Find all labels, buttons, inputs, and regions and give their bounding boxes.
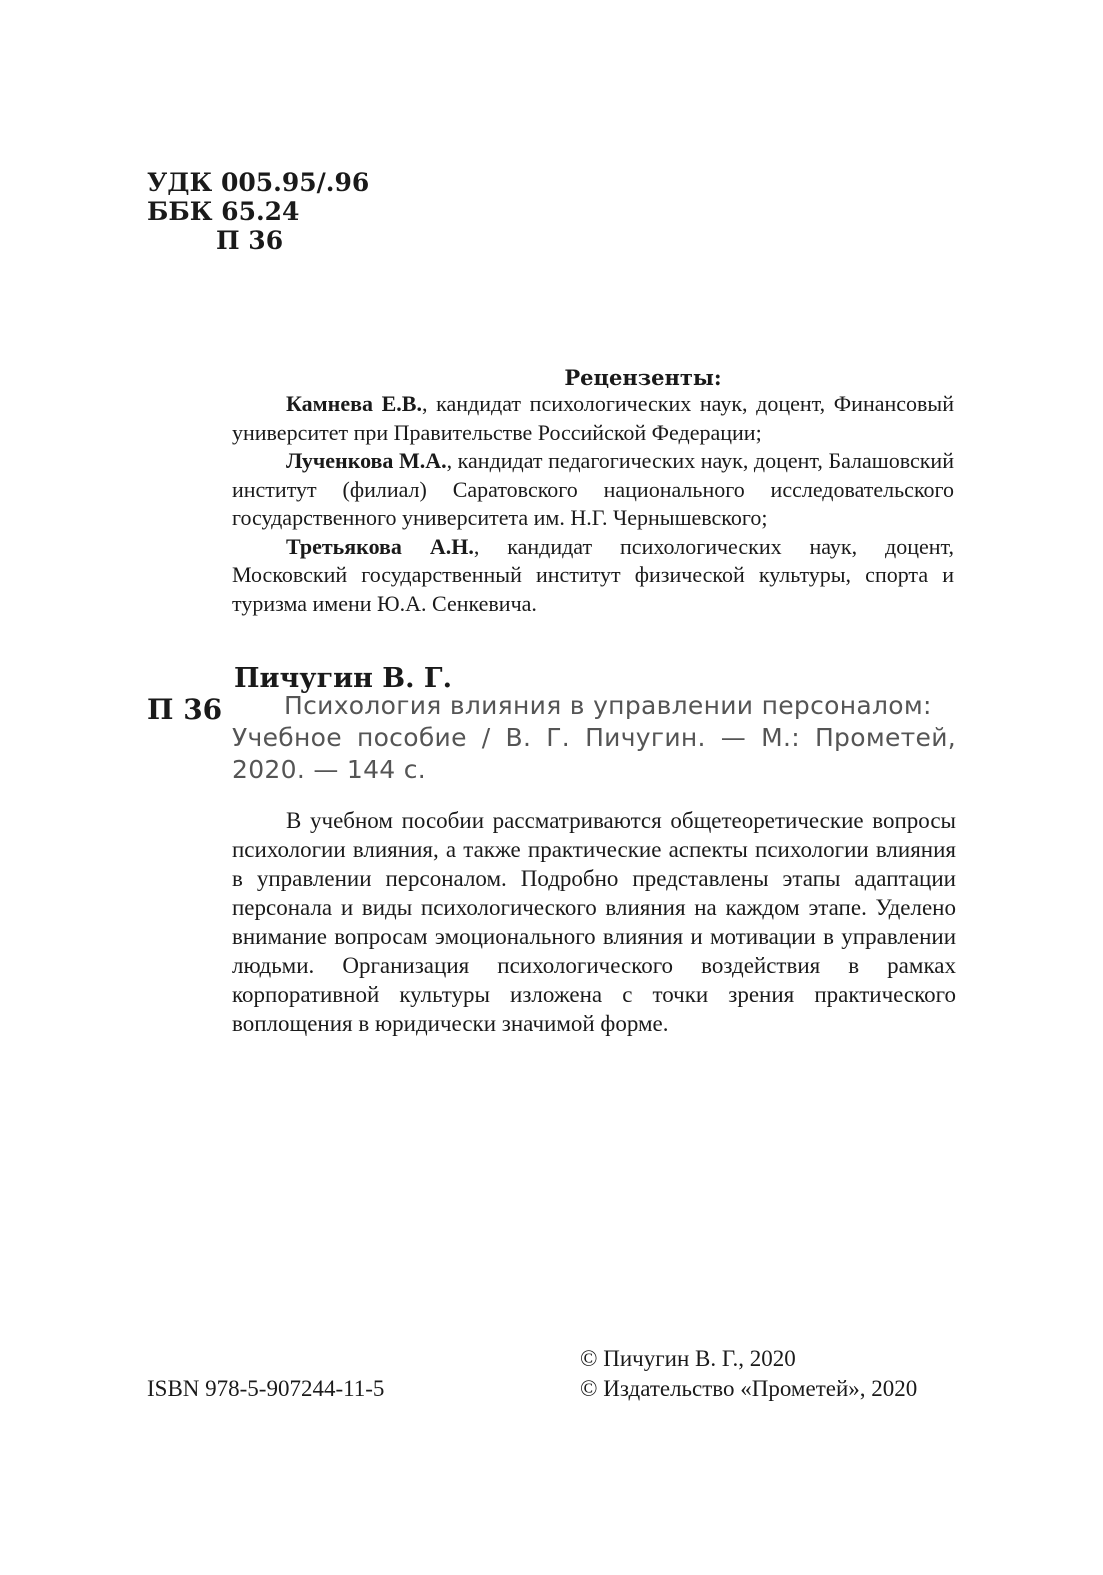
reviewers-list [232, 390, 954, 618]
reviewer-name: Лученкова М.А. [286, 448, 447, 473]
book-author-sign: П 36 [147, 693, 223, 726]
copyright-publisher: © Издательство «Прометей», 2020 [580, 1376, 918, 1401]
book-annotation: В учебном пособии рассматриваются общетеоретические вопросы психологии влияния, а также практические аспекты психологии влияния в управлении персоналом. Подробно представлены этапы адаптации персонала и виды психологического влияния на каждом этапе. Уделено внимание вопросам эмоционального влияния и мотивации в управлении людьми. Организация психологического воздействия в рамках корпоративной культуры изложена с точки зрения практического воплощения в юридически значимой форме. [232, 808, 956, 1036]
reviewer-details: , кандидат психологических наук, доцент, Московский государственный институт физической культуры, спорта и туризма имени Ю.А. Сенкевича. [232, 533, 955, 616]
copyright-author: © Пичугин В. Г., 2020 [580, 1346, 796, 1371]
book-bibliographic-description [232, 690, 956, 786]
author-sign-code: П 36 [216, 226, 284, 255]
copyright-block [580, 1344, 917, 1404]
reviewer-name: Камнева Е.В. [286, 391, 422, 416]
reviewer-details: , кандидат психологических наук, доцент, Финансовый университет при Правительстве Российской Федерации; [232, 391, 954, 445]
bbk-code: ББК 65.24 [147, 197, 300, 226]
reviewer-item [232, 390, 954, 447]
isbn: ISBN 978-5-907244-11-5 [147, 1376, 385, 1401]
reviewer-item [232, 447, 954, 533]
book-author: Пичугин В. Г. [234, 663, 452, 694]
book-title: Психология влияния в управлении персоналом: [284, 691, 932, 720]
reviewers-heading: Рецензенты: [564, 365, 722, 390]
book-publication-details: Учебное пособие / В. Г. Пичугин. — М.: Прометей, 2020. — 144 с. [232, 723, 956, 784]
reviewer-name: Третьякова А.Н. [286, 533, 474, 559]
reviewer-item [232, 533, 954, 619]
reviewer-details: , кандидат педагогических наук, доцент, Балашовский институт (филиал) Саратовского национального исследовательского государственного университета им. Н.Г. Чернышевского; [232, 448, 954, 530]
udk-code: УДК 005.95/.96 [147, 168, 370, 197]
